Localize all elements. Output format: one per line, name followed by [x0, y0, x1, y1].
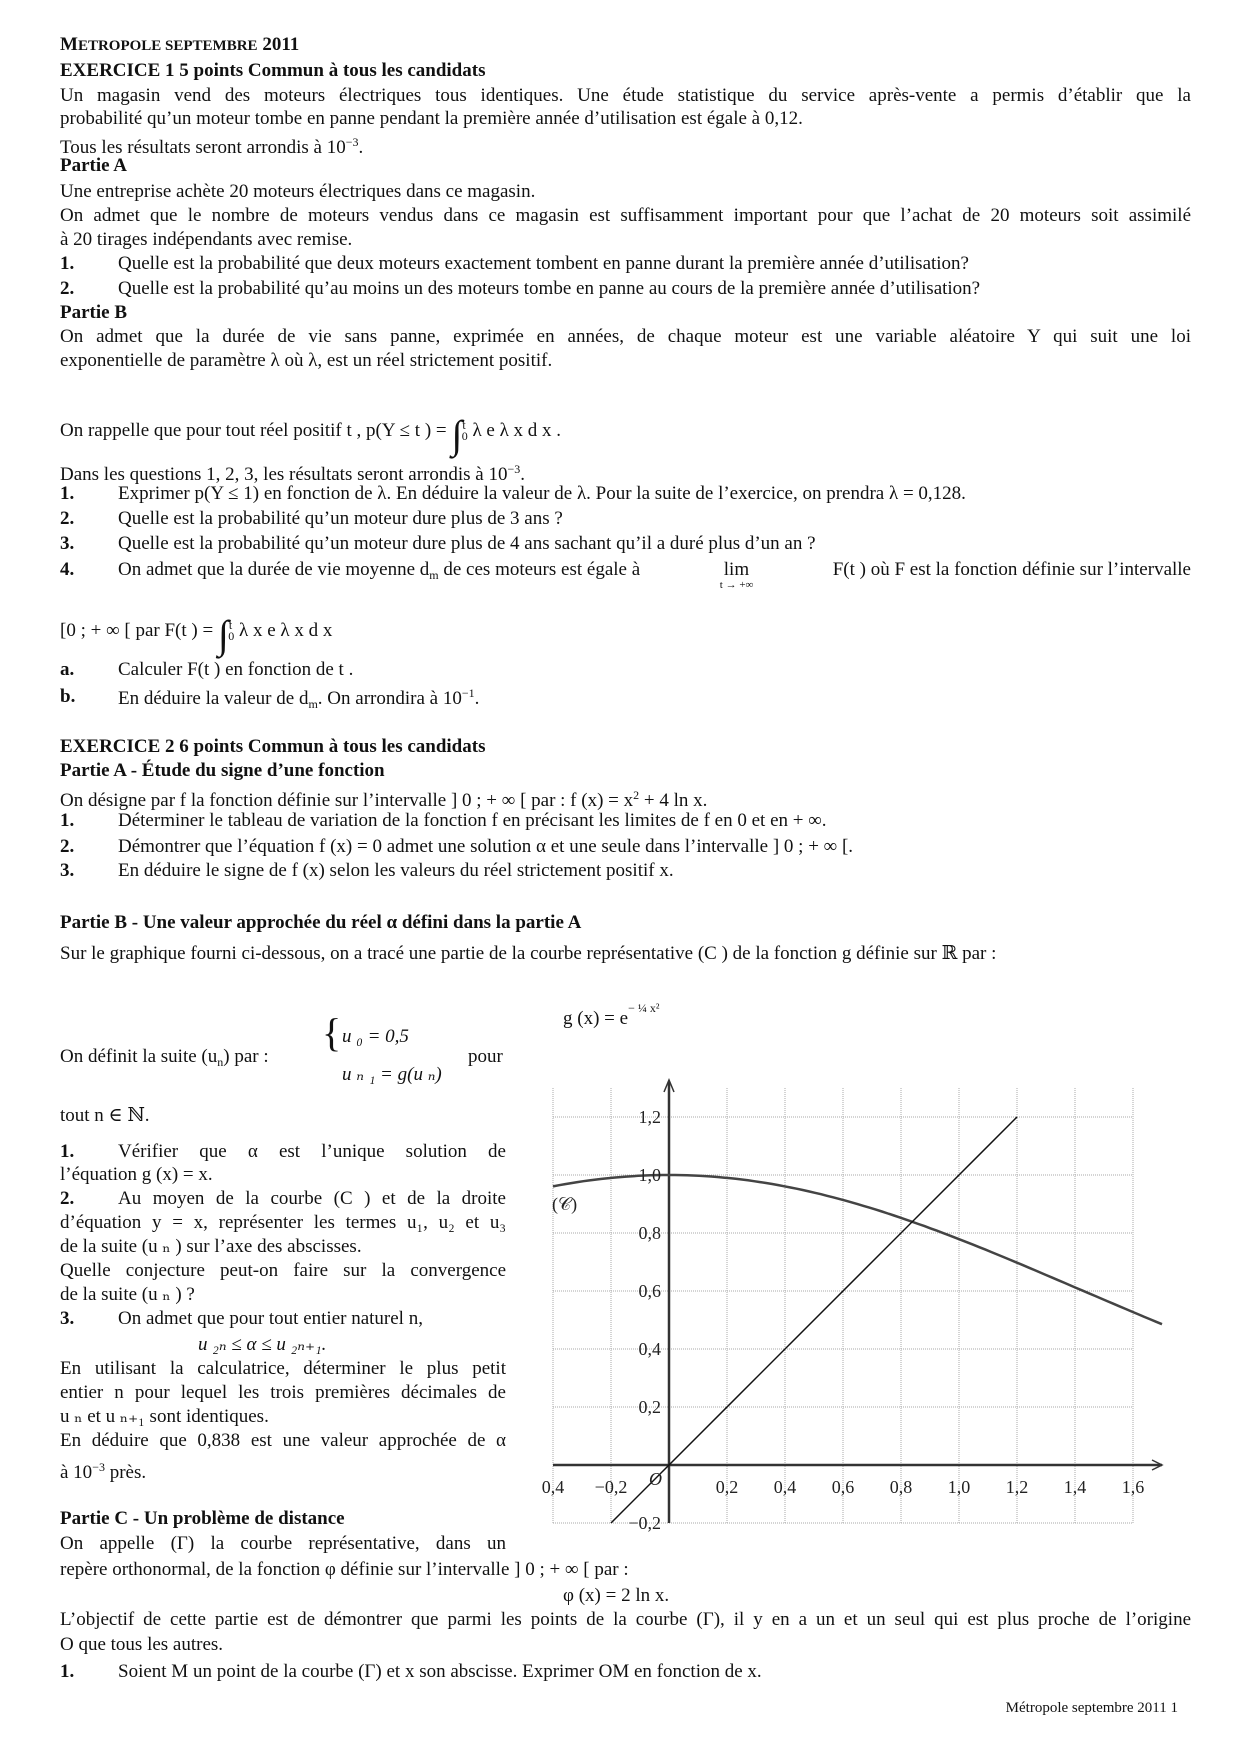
g-definition: g $(x) = e^{- \frac{1}{4} x^2}$: [563, 1001, 660, 1029]
part-a-heading: Partie A: [60, 155, 128, 176]
origin-label: O: [649, 1469, 662, 1489]
text: d’équation y = x, représenter les termes u₁, u₂ et u₃: [60, 1212, 506, 1233]
text: On appelle (Γ) la courbe représentative, dans un: [60, 1533, 506, 1554]
text: L’objectif de cette partie est de démontrer que parmi les points de la courbe (Γ), il y en a un et un seul qui est plus proche de l’origine: [60, 1609, 1191, 1630]
text: de la suite (u ₙ ) sur l’axe des abscisses.: [60, 1236, 362, 1257]
x-tick-label: 0,6: [831, 1477, 855, 1497]
integral-formula: [0 ; + ∞ [ par F(t ) = ∫$^t_0$ λ x e λ x d x: [60, 612, 333, 657]
exercise1-title: EXERCICE 1 5 points Commun à tous les candidats: [60, 60, 486, 81]
text: O que tous les autres.: [60, 1634, 224, 1655]
text: φ (x) = 2 ln x.: [563, 1585, 670, 1606]
part-b-heading: Partie B: [60, 302, 128, 323]
text: u ₂ₙ ≤ α ≤ u ₂ₙ₊₁.: [198, 1334, 327, 1355]
text: tout n ∈ ℕ.: [60, 1105, 150, 1126]
line-y-equals-x: [611, 1117, 1017, 1523]
exam-page: METROPOLE SEPTEMBRE 2011 EXERCICE 1 5 points Commun à tous les candidats Un magasin vend des moteurs électriques tous identiques. Une étude statistique du service après-vente a permis d’établir que la probabilité qu’un moteur tombe en panne pendant la première année d’utilisation est égale à 0,12. Tous les résultats seront arrondis à $10^{-3}$. Partie A Une entreprise achète 20 moteurs électriques dans ce magasin. On admet que le nombre de moteurs vendus dans ce magasin est suffisamment important pour que l’achat de 20 moteurs soit assimilé à 20 tirages indépendants avec remise. 1. Quelle est la probabilité que deux moteurs exactement tombent en panne durant la première année d’utilisation? 2. Quelle est la probabilité qu’au moins un des moteurs tombe en panne au cours de la première année d’utilisation? Partie B On admet que la durée de vie sans panne, exprimée en années, de chaque moteur est une variable aléatoire Y qui suit une loi exponentielle de paramètre λ où λ, est un réel strictement positif. On rappelle que pour tout réel positif t , p(Y ≤ t ) = ∫$^t_0$ λ e λ x d x . Dans les questions 1, 2, 3, les résultats seront arrondis à $10^{-3}$. 1. Exprimer p(Y ≤ 1) en fonction de λ. En déduire la valeur de λ. Pour la suite de l’exercice, on prendra λ = 0,128. 2. Quelle est la probabilité qu’un moteur dure plus de 3 ans ? 3. Quelle est la probabilité qu’un moteur dure plus de 4 ans sachant qu’il a duré plus d’un an ? 4. On admet que la durée de vie moyenne $d_m$ de ces moteurs est égale à lim t → +∞ F(t ) où F est la fonction définie sur l’intervalle [0 ; + ∞ [ par F(t ) = ∫$^t_0$ λ x e λ x d x a. Calculer F(t ) en fonction de t . b. En déduire la valeur de $d_m$. On arrondira à $10^{-1}$. EXERCICE 2 6 points Commun à tous les candidats Partie A - Étude du signe d’une fonction On désigne par f la fonction définie sur l’intervalle ] 0 ; + ∞ [ par : f $(x) = x^2 + 4$ ln x. 1. Déterminer le tableau de variation de la fonction f en précisant les limites de f en 0 et en + ∞. 2. Démontrer que l’équation f (x) = 0 admet une solution α et une seule dans l’intervalle ] 0 ; + ∞ [. 3. En déduire le signe de f (x) selon les valeurs du réel strictement positif x. Partie B - Une valeur approchée du réel α défini dans la partie A Sur le graphique fourni ci-dessous, on a tracé une partie de la courbe représentative (C ) de la fonction g définie sur ℝ par : g $(x) = e^{- \frac{1}{4} x^2}$ On définit la suite $(u_n)$ par : { u ₀ = 0,5 u ₙ ₁ = g(u ₙ) pour tout n ∈ ℕ. 1. Vérifier que α est l’unique solution de l’équation g (x) = x. 2. Au moyen de la courbe (C ) et de la droite d’équation y = x, représenter les termes u₁, u₂ et u₃ de la suite (u ₙ ) sur l’axe des abscisses. Quelle conjecture peut-on faire sur la convergence de la suite (u ₙ ) ? 3. On admet que pour tout entier naturel n, u ₂ₙ ≤ α ≤ u ₂ₙ₊₁. En utilisant la calculatrice, déterminer le plus petit entier n pour lequel les trois premières décimales de u ₙ et u ₙ₊₁ sont identiques. En déduire que 0,838 est une valeur approchée de α à $10^{-3}$ près. Partie C - Un problème de distance On appelle (Γ) la courbe représentative, dans un repère orthonormal, de la fonction φ définie sur l’intervalle ] 0 ; + ∞ [ par : φ (x) = 2 ln x. L’objectif de cette partie est de démontrer que parmi les points de la courbe (Γ), il y en a un et un seul qui est plus proche de l’origine O que tous les autres. 1. Soient M un point de la courbe (Γ) et x son abscisse. Exprimer OM en fonction de x. 0,4 −0,2 0,2 0,4 0,6 0,8 1,0 1,2 1,4 1,6 −0,2 0,2 0,4 0,6 0,8 1,0 1,2 O (𝒞) Métropole septembre 2011 1: [0, 0, 1240, 1754]
x-tick-label: 0,4: [541, 1477, 565, 1497]
text: à $10^{-3}$ près.: [60, 1460, 147, 1483]
ex1-b-rounding: Dans les questions 1, 2, 3, les résultats seront arrondis à $10^{-3}$.: [60, 462, 526, 485]
x-tick-label: 0,4: [773, 1477, 797, 1497]
text: l’équation g (x) = x.: [60, 1164, 213, 1185]
ex1-a-text: On admet que le nombre de moteurs vendus dans ce magasin est suffisamment important pour que l’achat de 20 moteurs soit assimilé: [60, 205, 1191, 226]
ex1-intro: probabilité qu’un moteur tombe en panne pendant la première année d’utilisation est égale à 0,12.: [60, 108, 803, 129]
x-tick-label: 0,2: [715, 1477, 739, 1497]
text: Quelle conjecture peut-on faire sur la convergence: [60, 1260, 506, 1281]
ex1-rounding: Tous les résultats seront arrondis à $10^{-3}$.: [60, 135, 364, 158]
ex1-b-text: On admet que la durée de vie sans panne, exprimée en années, de chaque moteur est une variable aléatoire Y qui suit une loi: [60, 326, 1191, 347]
y-tick-label: 0,8: [638, 1223, 661, 1243]
y-tick-label: 0,4: [638, 1339, 661, 1359]
ex1-a-text: à 20 tirages indépendants avec remise.: [60, 229, 353, 250]
ex1-intro: Un magasin vend des moteurs électriques tous identiques. Une étude statistique du service après-vente a permis d’établir que la: [60, 85, 1191, 106]
y-tick-label: 1,0: [638, 1165, 661, 1185]
ex2-a-text: On désigne par f la fonction définie sur l’intervalle ] 0 ; + ∞ [ par : f $(x) = x^2 + 4$ ln x.: [60, 788, 708, 811]
ex1-b-text: exponentielle de paramètre λ où λ, est un réel strictement positif.: [60, 350, 553, 371]
page-footer: Métropole septembre 2011 1: [1005, 1700, 1178, 1716]
x-tick-label: 1,0: [947, 1477, 971, 1497]
y-tick-label: 0,2: [638, 1397, 661, 1417]
y-tick-label: 1,2: [638, 1107, 661, 1127]
sequence-definition: On définit la suite $(u_n)$ par :: [60, 1046, 269, 1069]
y-tick-label: −0,2: [628, 1513, 661, 1533]
ex1-a-text: Une entreprise achète 20 moteurs électriques dans ce magasin.: [60, 181, 536, 202]
text: entier n pour lequel les trois premières décimales de: [60, 1382, 506, 1403]
ex2-b-text: Sur le graphique fourni ci-dessous, on a tracé une partie de la courbe représentative (C ) de la fonction g définie sur ℝ par :: [60, 943, 997, 964]
function-graph: [541, 1076, 1180, 1533]
text: En déduire que 0,838 est une valeur approchée de α: [60, 1430, 506, 1451]
text: En utilisant la calculatrice, déterminer le plus petit: [60, 1358, 506, 1379]
x-tick-label: 1,4: [1063, 1477, 1087, 1497]
x-tick-label: 1,2: [1005, 1477, 1029, 1497]
curve-label: (𝒞): [552, 1193, 578, 1214]
curve-g: [553, 1175, 1162, 1324]
text: u ₙ et u ₙ₊₁ sont identiques.: [60, 1406, 269, 1427]
part-b-heading: Partie B - Une valeur approchée du réel α défini dans la partie A: [60, 912, 582, 933]
text: pour: [468, 1046, 503, 1067]
y-tick-label: 0,6: [638, 1281, 661, 1301]
part-c-heading: Partie C - Un problème de distance: [60, 1508, 345, 1529]
text: de la suite (u ₙ ) ?: [60, 1284, 195, 1305]
x-tick-label: −0,2: [594, 1477, 628, 1497]
text: repère orthonormal, de la fonction φ définie sur l’intervalle ] 0 ; + ∞ [ par :: [60, 1559, 629, 1580]
system-line: u ₙ ₁ = g(u ₙ): [342, 1064, 442, 1085]
brace: {: [322, 1010, 342, 1055]
x-tick-label: 1,6: [1121, 1477, 1145, 1497]
x-tick-label: 0,8: [889, 1477, 913, 1497]
part-a-heading: Partie A - Étude du signe d’une fonction: [60, 760, 385, 781]
doc-title: METROPOLE SEPTEMBRE 2011: [60, 34, 300, 55]
exercise2-title: EXERCICE 2 6 points Commun à tous les candidats: [60, 736, 486, 757]
system-line: u ₀ = 0,5: [342, 1026, 409, 1047]
integral-formula: On rappelle que pour tout réel positif t , p(Y ≤ t ) = ∫$^t_0$ λ e λ x d x .: [60, 412, 562, 457]
